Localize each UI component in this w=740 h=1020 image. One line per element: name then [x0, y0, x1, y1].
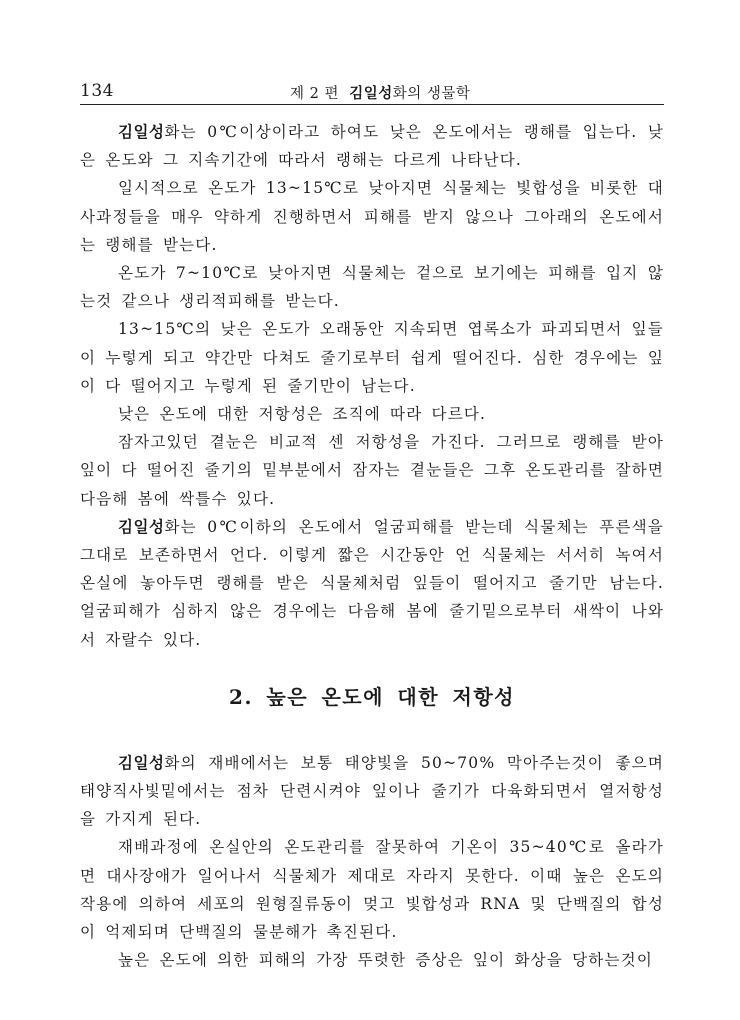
paragraph-lead: 김일성: [118, 753, 165, 772]
paragraph: [80, 118, 664, 174]
paragraph-text: 높은 온도에 의한 피해의 가장 뚜렷한 증상은 잎이 화상을 당하는것이: [118, 951, 653, 970]
page-body: [80, 118, 664, 974]
paragraph-text: 온도가 7~10℃로 낮아지면 식물체는 겉으로 보기에는 피해를 입지 않는것 같으나 생리적피해를 받는다.: [80, 264, 664, 311]
paragraph: [80, 315, 664, 400]
book-name: 김일성: [349, 86, 393, 102]
header-rule: [80, 104, 664, 105]
paragraph: [80, 749, 664, 834]
section-title: 2. 높은 온도에 대한 저항성: [229, 684, 515, 709]
running-header: [80, 78, 664, 104]
paragraph-text: 화는 0℃이상이라고 하여도 낮은 온도에서는 랭해를 입는다. 낮은 온도와 그 지속기간에 따라서 랭해는 다르게 나타난다.: [80, 123, 664, 170]
part-label: 제 2 편: [290, 86, 339, 102]
paragraph-lead: 김일성: [118, 123, 165, 141]
paragraph-text: 잠자고있던 곁눈은 비교적 센 저항성을 가진다. 그러므로 랭해를 받아 잎이 다 떨어진 줄기의 밑부분에서 잠자는 곁눈들은 그후 온도관리를 잘하면 다음해 봄에 싹틀수 있다.: [80, 433, 664, 508]
paragraph: [80, 833, 664, 946]
paragraph: [80, 946, 664, 974]
running-head-title: [290, 82, 470, 103]
paragraph-text: 재배과정에 온실안의 온도관리를 잘못하여 기온이 35~40℃로 올라가면 대사장애가 일어나서 식물체가 제대로 자라지 못한다. 이때 높은 온도의 작용에 의하여 세포의 원형질류동이 멎고 빛합성과 RNA 및 단백질의 합성이 억제되며 단백질의 물분해가 촉진된다.: [80, 838, 664, 942]
paragraph-text: 낮은 온도에 대한 저항성은 조직에 따라 다르다.: [118, 405, 487, 424]
paragraph: [80, 513, 664, 654]
paragraph: [80, 400, 664, 428]
paragraph-lead: 김일성: [118, 517, 165, 536]
paragraph: [80, 428, 664, 513]
paragraph-text: 13~15℃의 낮은 온도가 오래동안 지속되면 엽록소가 파괴되면서 잎들이 누렇게 되고 약간만 다쳐도 줄기로부터 쉽게 떨어진다. 심한 경우에는 잎이 다 떨어지고 누렇게 된 줄기만이 남는다.: [80, 320, 664, 395]
paragraph: [80, 174, 664, 259]
paragraph-text: 화의 재배에서는 보통 태양빛을 50~70% 막아주는것이 좋으며 태양직사빛밑에서는 점차 단련시켜야 잎이나 줄기가 다육화되면서 열저항성을 가지게 된다.: [80, 753, 664, 829]
book-suffix: 화의 생물학: [392, 86, 471, 102]
paragraph-text: 화는 0℃이하의 온도에서 얼굼피해를 받는데 식물체는 푸른색을 그대로 보존하면서 언다. 이렇게 짧은 시간동안 언 식물체는 서서히 녹여서 온실에 놓아두면 랭해를 받은 식물체처럼 잎들이 떨어지고 줄기만 남는다. 얼굼피해가 심하지 않은 경우에는 다음해 봄에 줄기밑으로부터 새싹이 나와서 자랄수 있다.: [80, 517, 664, 649]
paragraph-text: 일시적으로 온도가 13~15℃로 낮아지면 식물체는 빛합성을 비롯한 대사과정들을 매우 약하게 진행하면서 피해를 받지 않으나 그아래의 온도에서는 랭해를 받는다.: [80, 179, 664, 254]
page-number: 134: [80, 81, 114, 101]
paragraph: [80, 259, 664, 315]
